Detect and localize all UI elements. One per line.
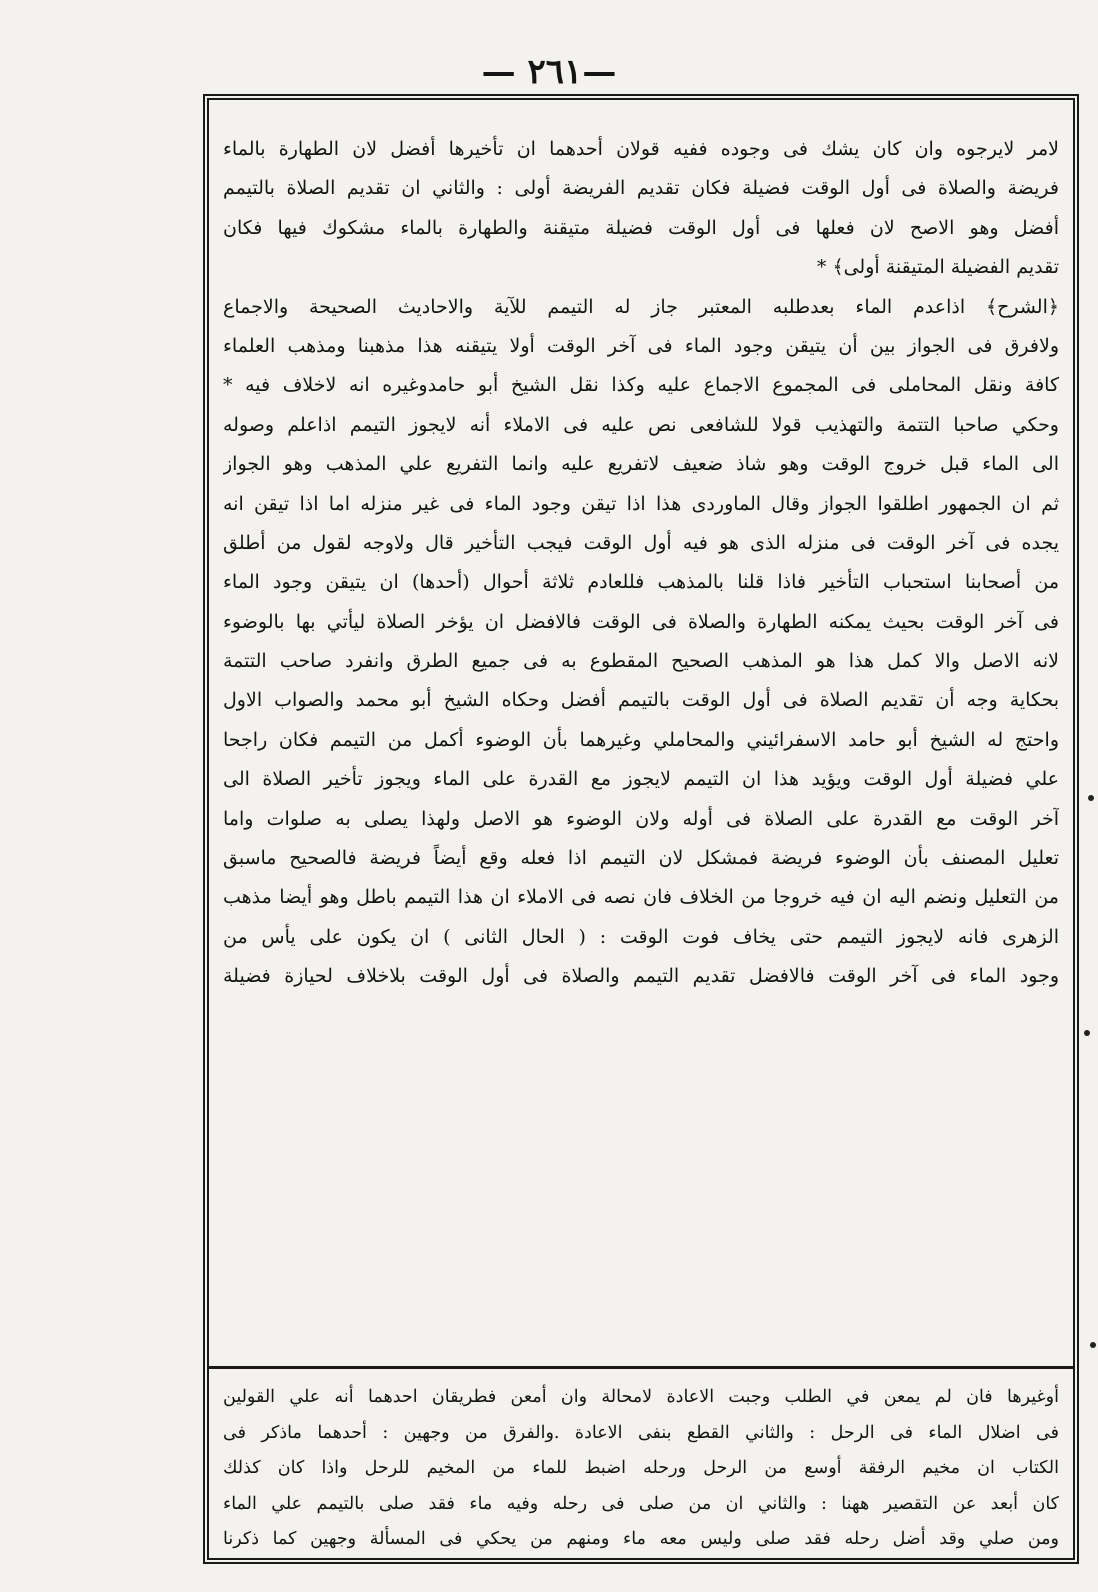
text-line: علي فضيلة أول الوقت ويؤيد هذا ان التيمم لايجوز مع القدرة على الماء ويجوز تأخير الصلاة الى bbox=[223, 768, 1059, 791]
margin-mark bbox=[1084, 1030, 1090, 1036]
text-line: وحكي صاحبا التتمة والتهذيب قولا للشافعى نص عليه فى الاملاء أنه لايجوز التيمم اذاعلم وصوله bbox=[223, 413, 1059, 436]
text-line: آخر الوقت مع القدرة على الصلاة فى أوله ولان الوضوء هو الاصل ولهذا يصلى به صلوات واما bbox=[223, 807, 1059, 830]
text-line: الى الماء قبل خروج الوقت وهو شاذ ضعيف لاتفريع عليه وانما التفريع علي المذهب وهو الجواز bbox=[223, 453, 1059, 476]
footnote-line: فى اضلال الماء فى الرحل : والثاني القطع بنفى الاعادة .والفرق من وجهين : أحدهما ماذكر فى bbox=[223, 1422, 1059, 1443]
footnote-line: أوغيرها فان لم يمعن في الطلب وجبت الاعادة لامحالة وان أمعن فطريقان احدهما أنه علي القولين bbox=[223, 1387, 1059, 1407]
margin-mark bbox=[1088, 795, 1094, 801]
text-line: الزهرى فانه لايجوز التيمم حتى يخاف فوت الوقت : ( الحال الثانى ) ان يكون على يأس من bbox=[223, 925, 1059, 948]
margin-mark bbox=[1090, 1342, 1096, 1348]
page-frame bbox=[203, 94, 1079, 1564]
footnote-line: ومن صلي وقد أضل رحله فقد صلى وليس معه ماء ومنهم من يحكي فى المسألة وجهين كما ذكرنا bbox=[223, 1529, 1059, 1549]
text-line: فى آخر الوقت بحيث يمكنه الطهارة والصلاة فى الوقت فالافضل ان يؤخر الصلاة ليأتي بها بالوضوء bbox=[223, 610, 1059, 633]
text-line: وجود الماء فى آخر الوقت فالافضل تقديم التيمم والصلاة فى أول الوقت بلاخلاف لحيازة فضيلة bbox=[223, 965, 1059, 988]
text-line: بحكاية وجه أن تقديم الصلاة فى أول الوقت بالتيمم أفضل وحكاه الشيخ أبو محمد والصواب الاول bbox=[223, 689, 1059, 712]
text-line: كافة ونقل المحاملى فى المجموع الاجماع عليه وكذا نقل الشيخ أبو حامدوغيره انه لاخلاف فيه * bbox=[223, 374, 1059, 397]
text-line: من أصحابنا استحباب التأخير فاذا قلنا بالمذهب فللعادم ثلاثة أحوال (أحدها) ان يتيقن وجود الماء bbox=[223, 571, 1059, 594]
text-line: يجده فى آخر الوقت فى منزله الذى هو فيه أول الوقت فيجب التأخير قال ولاوجه لقول من أطلق bbox=[223, 531, 1059, 554]
text-line: ولافرق فى الجواز بين أن يتيقن وجود الماء فى آخر الوقت أولا يتيقنه هذا مذهبنا ومذهب العلماء bbox=[223, 334, 1059, 357]
text-line: واحتج له الشيخ أبو حامد الاسفرائيني والمحاملي وغيرهما بأن الوضوء أكمل من التيمم فكان راجحا bbox=[223, 728, 1059, 751]
footnote-line: كان أبعد عن التقصير ههنا : والثاني ان من صلى فى رحله وفيه ماء فقد صلى بالتيمم علي الماء bbox=[223, 1493, 1059, 1514]
footnote-text bbox=[223, 1380, 1059, 1560]
text-line: لامر لايرجوه وان كان يشك فى وجوده ففيه قولان أحدهما ان تأخيرها أفضل لان الطهارة بالماء bbox=[223, 138, 1059, 160]
text-line: من التعليل ونضم اليه ان فيه خروجا من الخلاف فان نصه فى الاملاء ان هذا التيمم باطل وهو أيضا مذهب bbox=[223, 886, 1059, 909]
text-line: ﴿الشرح﴾ اذاعدم الماء بعدطلبه المعتبر جاز له التيمم للآية والاحاديث الصحيحة والاجماع bbox=[223, 295, 1059, 318]
main-text bbox=[223, 130, 1059, 1352]
footnote-divider bbox=[209, 1366, 1073, 1369]
text-line: لانه الاصل والا كمل هذا هو المذهب الصحيح المقطوع به فى جميع الطرق وانفرد صاحب التتمة bbox=[223, 650, 1059, 673]
text-line: تقديم الفضيلة المتيقنة أولى﴾ * bbox=[816, 256, 1059, 279]
page-number: — ٢٦١— bbox=[481, 52, 617, 92]
footnote-line: الكتاب ان مخيم الرفقة أوسع من الرحل ورحله اضبط للماء من المخيم للرحل واذا كان كذلك bbox=[223, 1458, 1059, 1478]
text-line: فريضة والصلاة فى أول الوقت فضيلة فكان تقديم الفريضة أولى : والثاني ان تقديم الصلاة بالتيمم bbox=[223, 177, 1059, 200]
text-line: تعليل المصنف بأن الوضوء فريضة فمشكل لان التيمم اذا فعله وقع أيضاً فريضة فالصحيح ماسبق bbox=[223, 847, 1059, 870]
text-line: ثم ان الجمهور اطلقوا الجواز وقال الماوردى هذا اذا تيقن وجود الماء فى غير منزله اما اذا تيقن انه bbox=[223, 492, 1059, 515]
text-line: أفضل وهو الاصح لان فعلها فى أول الوقت فضيلة متيقنة والطهارة بالماء مشكوك فيها فكان bbox=[223, 216, 1059, 239]
